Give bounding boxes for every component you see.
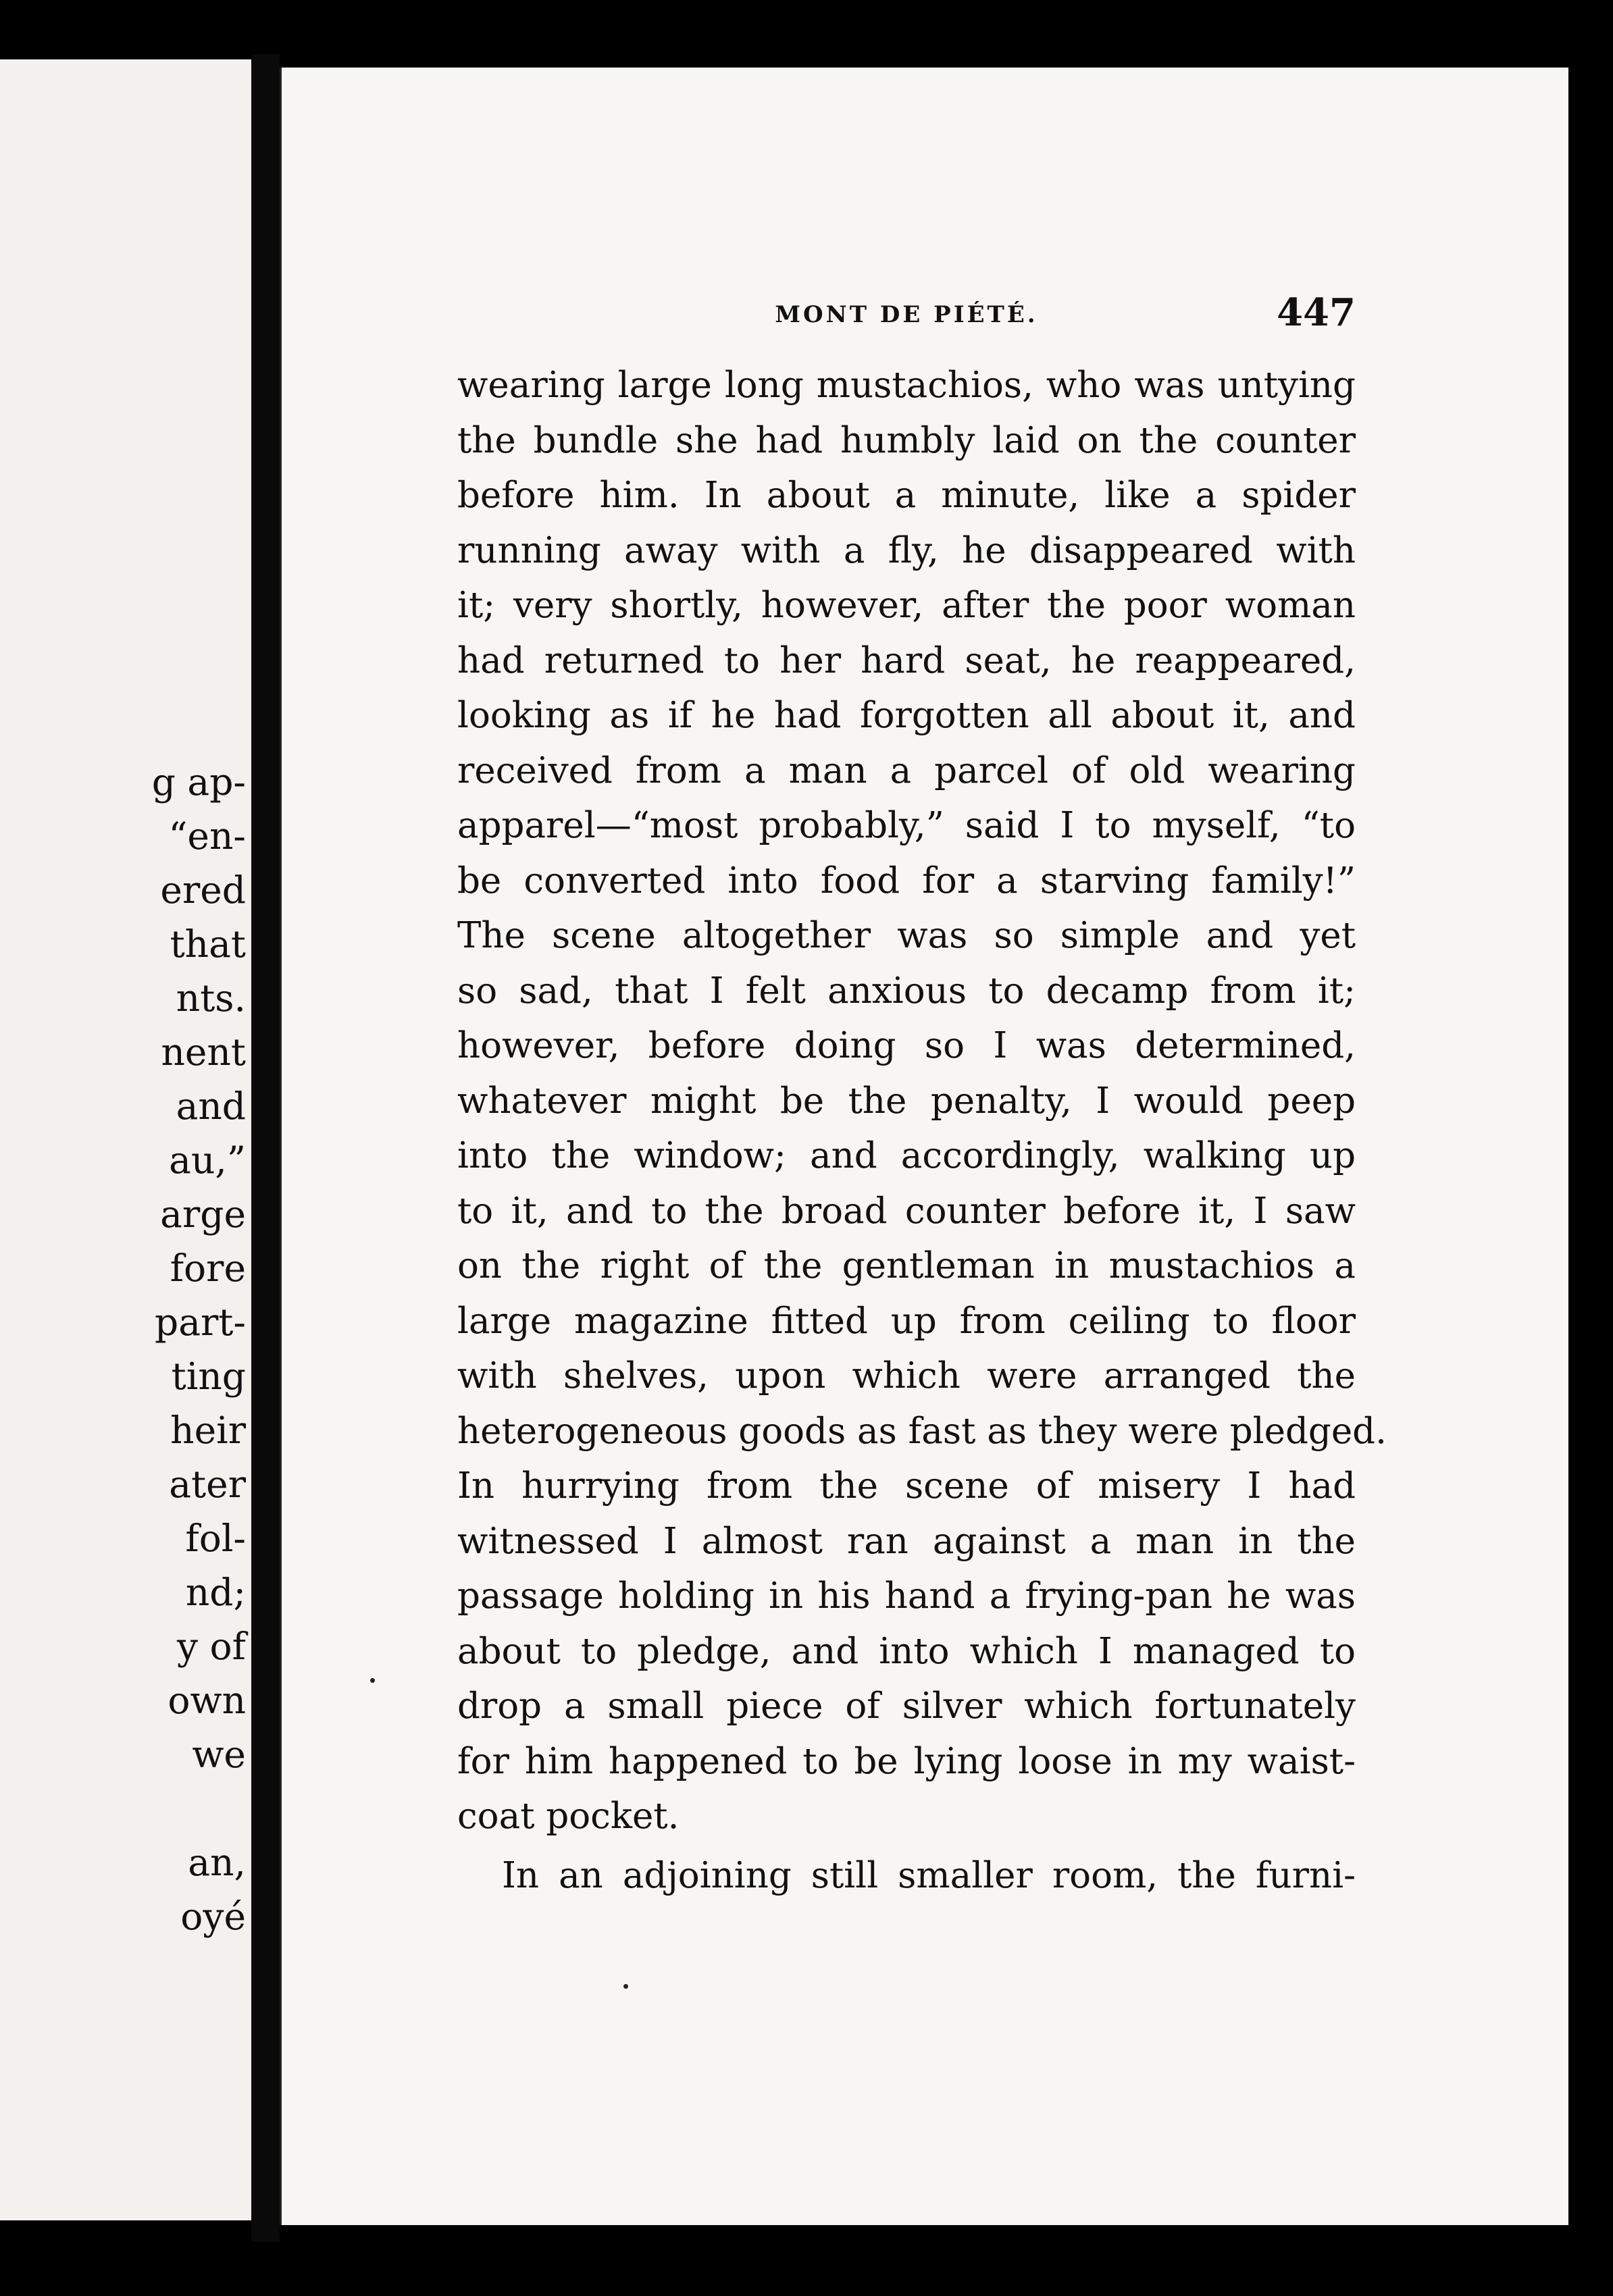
- text-line: on the right of the gentleman in mustachios a: [457, 1245, 1356, 1286]
- running-title: MONT DE PIÉTÉ.: [775, 301, 1038, 328]
- previous-page-fragment: oyé: [180, 1895, 246, 1938]
- running-head: [457, 290, 1356, 344]
- previous-page-fragment: ater: [169, 1463, 246, 1506]
- previous-page-fragment: nd;: [185, 1571, 246, 1614]
- text-line: with shelves, upon which were arranged the: [457, 1355, 1356, 1397]
- previous-page-fragment: heir: [170, 1409, 246, 1452]
- previous-page-fragment: own: [168, 1679, 246, 1722]
- text-line: before him. In about a minute, like a spider: [457, 475, 1356, 516]
- paragraph: [457, 358, 1387, 1844]
- text-line: however, before doing so I was determined,: [457, 1025, 1356, 1066]
- text-line: witnessed I almost ran against a man in the: [457, 1520, 1356, 1562]
- text-line: coat pocket.: [457, 1796, 680, 1837]
- text-line: the bundle she had humbly laid on the counter: [457, 419, 1356, 461]
- previous-page-fragment: ting: [171, 1355, 246, 1398]
- text-line: looking as if he had forgotten all about it, and: [457, 695, 1356, 736]
- previous-page-fragment: fol-: [185, 1517, 246, 1560]
- previous-page-fragment: and: [176, 1085, 246, 1128]
- previous-page-fragment: au,”: [169, 1139, 246, 1182]
- body-text: [457, 358, 1387, 1903]
- text-line: into the window; and accordingly, walking up: [457, 1135, 1356, 1176]
- text-line: In hurrying from the scene of misery I had: [457, 1465, 1356, 1507]
- text-line: The scene altogether was so simple and yet: [457, 915, 1356, 956]
- text-line: passage holding in his hand a frying-pan he was: [457, 1575, 1356, 1617]
- book-page: [280, 68, 1568, 2225]
- text-line: received from a man a parcel of old wearing: [457, 750, 1356, 791]
- text-line: had returned to her hard seat, he reappeared,: [457, 640, 1356, 681]
- text-line: wearing large long mustachios, who was untying: [457, 365, 1356, 406]
- text-line: heterogeneous goods as fast as they were pledged.: [457, 1410, 1387, 1452]
- page-number: 447: [1277, 290, 1356, 335]
- previous-page-fragment: nent: [161, 1030, 246, 1074]
- text-line: to it, and to the broad counter before it, I saw: [457, 1190, 1356, 1232]
- text-line: about to pledge, and into which I managed to: [457, 1630, 1356, 1672]
- previous-page-fragment: nts.: [176, 976, 246, 1020]
- previous-page-fragment: arge: [160, 1193, 246, 1236]
- text-line: large magazine fitted up from ceiling to floor: [457, 1300, 1356, 1342]
- text-line: running away with a fly, he disappeared with: [457, 529, 1356, 571]
- ink-speck: [623, 1984, 628, 1989]
- previous-page-fragment: that: [170, 922, 246, 966]
- previous-page-fragment: “en-: [168, 814, 246, 858]
- text-line: it; very shortly, however, after the poor woman: [457, 585, 1356, 626]
- ink-speck: [370, 1678, 375, 1683]
- previous-page-fragment: part-: [155, 1301, 246, 1344]
- previous-page-fragment: ered: [160, 868, 246, 912]
- text-line: be converted into food for a starving family!”: [457, 860, 1356, 902]
- text-line: for him happened to be lying loose in my waist-: [457, 1740, 1356, 1782]
- text-line: drop a small piece of silver which fortunately: [457, 1686, 1356, 1727]
- previous-page-edge: [0, 59, 251, 2220]
- previous-page-fragment: fore: [170, 1247, 246, 1290]
- previous-page-fragment: an,: [188, 1841, 246, 1884]
- previous-page-fragment: we: [192, 1733, 246, 1776]
- text-line: whatever might be the penalty, I would peep: [457, 1080, 1356, 1122]
- paragraph: [457, 1848, 1356, 1904]
- book-spine: [251, 54, 280, 2242]
- text-line: apparel—“most probably,” said I to myself, “to: [457, 805, 1356, 846]
- text-line: In an adjoining still smaller room, the furni-: [502, 1854, 1356, 1896]
- text-line: so sad, that I felt anxious to decamp from it;: [457, 970, 1356, 1012]
- previous-page-fragment: g ap-: [151, 760, 246, 804]
- previous-page-fragment: y of: [176, 1625, 246, 1668]
